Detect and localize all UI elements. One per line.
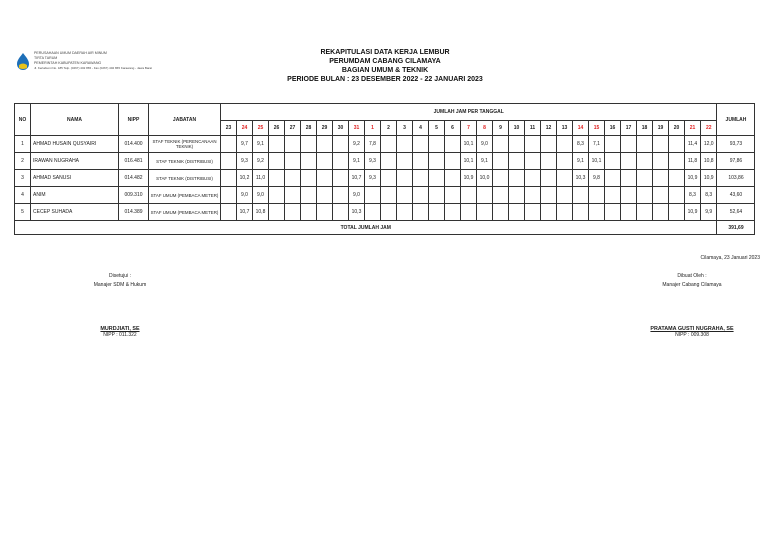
table-row <box>15 204 755 221</box>
title-line: PERIODE BULAN : 23 DESEMBER 2022 - 22 JANUARI 2023 <box>287 76 483 83</box>
cell-hours <box>557 153 573 170</box>
cell-hours <box>445 136 461 153</box>
cell-hours <box>573 187 589 204</box>
cell-jumlah: 52,64 <box>717 204 755 221</box>
cell-hours <box>669 170 685 187</box>
cell-hours <box>269 136 285 153</box>
cell-hours <box>621 153 637 170</box>
header-nama: NAMA <box>31 104 119 136</box>
cell-nama: AHMAD HUSAIN QUSYAIRI <box>31 136 119 153</box>
cell-hours <box>301 170 317 187</box>
cell-hours <box>333 136 349 153</box>
cell-hours: 10,8 <box>253 204 269 221</box>
date-header: 9 <box>493 121 509 136</box>
date-header: 28 <box>301 121 317 136</box>
date-header: 2 <box>381 121 397 136</box>
cell-hours <box>525 187 541 204</box>
cell-hours <box>221 136 237 153</box>
cell-hours: 11,0 <box>253 170 269 187</box>
cell-hours <box>493 170 509 187</box>
cell-hours <box>461 187 477 204</box>
date-header: 4 <box>413 121 429 136</box>
cell-nipp: 016.481 <box>119 153 149 170</box>
table-row <box>15 170 755 187</box>
cell-no: 2 <box>15 153 31 170</box>
cell-nipp: 014.389 <box>119 204 149 221</box>
date-header: 24 <box>237 121 253 136</box>
cell-hours <box>221 187 237 204</box>
date-header: 23 <box>221 121 237 136</box>
cell-hours <box>541 170 557 187</box>
cell-jabatan: STAF UMUM (PEMBACA METER) <box>149 204 221 221</box>
cell-hours <box>445 170 461 187</box>
cell-hours <box>637 170 653 187</box>
date-header: 18 <box>637 121 653 136</box>
maker-caption: Dibuat Oleh : <box>677 273 707 279</box>
cell-hours <box>301 204 317 221</box>
cell-hours <box>317 153 333 170</box>
cell-hours <box>285 187 301 204</box>
cell-hours: 7,8 <box>365 136 381 153</box>
cell-hours <box>397 187 413 204</box>
cell-hours <box>541 153 557 170</box>
cell-hours <box>605 187 621 204</box>
cell-jabatan: STAF TEKNIK (DISTRIBUSI) <box>149 170 221 187</box>
cell-hours <box>445 204 461 221</box>
cell-hours <box>621 187 637 204</box>
cell-hours <box>413 204 429 221</box>
org-line: Jl. Kertabumi No. 185 Telp. (0267) 402 865 - Fax (0267) 402 865 Karawang - Jawa Barat <box>34 66 153 70</box>
date-header: 10 <box>509 121 525 136</box>
date-header: 12 <box>541 121 557 136</box>
date-header: 16 <box>605 121 621 136</box>
cell-hours <box>541 204 557 221</box>
date-header: 7 <box>461 121 477 136</box>
cell-hours <box>621 170 637 187</box>
cell-hours: 9,0 <box>477 136 493 153</box>
cell-hours <box>413 170 429 187</box>
cell-hours: 9,1 <box>253 136 269 153</box>
date-place-text: Cilamaya, 23 Januari 2023 <box>700 255 760 261</box>
total-label: TOTAL JUMLAH JAM <box>15 221 717 235</box>
cell-hours <box>669 204 685 221</box>
approval-caption: Disetujui : <box>109 273 131 279</box>
cell-hours <box>397 170 413 187</box>
cell-hours <box>493 136 509 153</box>
cell-hours <box>429 170 445 187</box>
date-header: 8 <box>477 121 493 136</box>
cell-hours: 8,3 <box>573 136 589 153</box>
total-row <box>15 221 755 235</box>
cell-hours: 10,1 <box>461 153 477 170</box>
date-header: 20 <box>669 121 685 136</box>
cell-hours: 9,3 <box>237 153 253 170</box>
cell-hours <box>221 170 237 187</box>
org-line: PEMERINTAH KABUPATEN KARAWANG <box>34 61 102 65</box>
cell-hours <box>653 170 669 187</box>
overtime-table <box>14 103 755 235</box>
cell-hours: 10,9 <box>701 170 717 187</box>
cell-jumlah: 97,86 <box>717 153 755 170</box>
cell-hours <box>541 187 557 204</box>
cell-hours <box>637 187 653 204</box>
cell-hours <box>605 153 621 170</box>
cell-hours <box>621 204 637 221</box>
date-header: 15 <box>589 121 605 136</box>
cell-jumlah: 93,73 <box>717 136 755 153</box>
cell-hours <box>269 170 285 187</box>
cell-hours <box>653 187 669 204</box>
cell-hours <box>221 153 237 170</box>
cell-hours: 9,1 <box>477 153 493 170</box>
cell-hours <box>429 153 445 170</box>
cell-hours: 11,8 <box>685 153 701 170</box>
cell-hours <box>525 153 541 170</box>
cell-hours: 9,7 <box>237 136 253 153</box>
cell-hours <box>429 136 445 153</box>
date-header: 14 <box>573 121 589 136</box>
cell-hours <box>669 187 685 204</box>
cell-hours <box>589 187 605 204</box>
date-header: 22 <box>701 121 717 136</box>
cell-hours <box>381 153 397 170</box>
cell-nama: AHMAD SANUSI <box>31 170 119 187</box>
date-header: 30 <box>333 121 349 136</box>
cell-hours <box>333 204 349 221</box>
cell-hours <box>333 153 349 170</box>
cell-hours <box>509 136 525 153</box>
cell-hours <box>413 136 429 153</box>
header-no: NO <box>15 104 31 136</box>
company-logo <box>16 53 30 71</box>
cell-hours <box>621 136 637 153</box>
cell-hours: 9,0 <box>349 187 365 204</box>
header-jumlah: JUMLAH <box>717 104 755 136</box>
table-row <box>15 187 755 204</box>
cell-hours <box>269 187 285 204</box>
cell-hours: 10,8 <box>701 153 717 170</box>
cell-hours <box>333 170 349 187</box>
date-header: 29 <box>317 121 333 136</box>
date-header: 31 <box>349 121 365 136</box>
date-header: 26 <box>269 121 285 136</box>
cell-hours: 10,9 <box>685 170 701 187</box>
cell-hours <box>477 187 493 204</box>
cell-hours: 10,2 <box>237 170 253 187</box>
cell-hours: 9,8 <box>589 170 605 187</box>
cell-hours <box>525 136 541 153</box>
cell-nama: CECEP SUHADA <box>31 204 119 221</box>
cell-no: 5 <box>15 204 31 221</box>
cell-hours <box>429 187 445 204</box>
cell-jumlah: 103,86 <box>717 170 755 187</box>
cell-hours <box>413 153 429 170</box>
cell-hours: 10,3 <box>573 170 589 187</box>
cell-nama: ANIM <box>31 187 119 204</box>
cell-hours <box>605 136 621 153</box>
cell-hours <box>525 170 541 187</box>
maker-nipp: NIPP : 009.308 <box>675 332 709 338</box>
cell-hours <box>509 153 525 170</box>
cell-hours: 9,2 <box>349 136 365 153</box>
cell-hours <box>637 204 653 221</box>
cell-hours <box>317 170 333 187</box>
cell-hours: 10,9 <box>685 204 701 221</box>
title-line: BAGIAN UMUM & TEKNIK <box>341 67 429 74</box>
maker-role: Manajer Cabang Cilamaya <box>662 282 722 288</box>
cell-nama: IRAWAN NUGRAHA <box>31 153 119 170</box>
cell-hours: 10,7 <box>237 204 253 221</box>
cell-hours <box>397 204 413 221</box>
cell-hours <box>269 153 285 170</box>
date-header: 25 <box>253 121 269 136</box>
right-signature-block <box>630 273 754 338</box>
cell-hours <box>301 187 317 204</box>
cell-hours <box>365 187 381 204</box>
cell-hours <box>285 170 301 187</box>
cell-hours <box>557 136 573 153</box>
cell-hours: 12,0 <box>701 136 717 153</box>
date-header: 13 <box>557 121 573 136</box>
date-header: 3 <box>397 121 413 136</box>
cell-hours: 9,0 <box>237 187 253 204</box>
cell-hours <box>301 153 317 170</box>
maker-name: PRATAMA GUSTI NUGRAHA, SE <box>650 326 734 332</box>
cell-hours <box>317 204 333 221</box>
date-header: 27 <box>285 121 301 136</box>
cell-hours <box>477 204 493 221</box>
cell-no: 1 <box>15 136 31 153</box>
cell-hours <box>605 204 621 221</box>
cell-hours <box>317 187 333 204</box>
title-line: REKAPITULASI DATA KERJA LEMBUR <box>320 49 450 56</box>
cell-hours <box>317 136 333 153</box>
cell-hours <box>461 204 477 221</box>
cell-hours: 10,0 <box>477 170 493 187</box>
date-header: 11 <box>525 121 541 136</box>
cell-hours <box>541 136 557 153</box>
cell-no: 3 <box>15 170 31 187</box>
cell-hours: 8,3 <box>685 187 701 204</box>
cell-hours: 9,1 <box>349 153 365 170</box>
cell-hours <box>493 204 509 221</box>
cell-hours: 10,7 <box>349 170 365 187</box>
cell-no: 4 <box>15 187 31 204</box>
date-header: 21 <box>685 121 701 136</box>
cell-hours: 9,1 <box>573 153 589 170</box>
cell-hours <box>637 136 653 153</box>
cell-hours <box>413 187 429 204</box>
date-header: 5 <box>429 121 445 136</box>
cell-hours <box>221 204 237 221</box>
date-header: 17 <box>621 121 637 136</box>
total-value: 391,69 <box>717 221 755 235</box>
cell-hours <box>381 187 397 204</box>
date-header: 6 <box>445 121 461 136</box>
org-line: TIRTA TARUM <box>34 56 58 60</box>
cell-nipp: 014.400 <box>119 136 149 153</box>
cell-hours <box>653 153 669 170</box>
cell-hours <box>669 136 685 153</box>
title-line: PERUMDAM CABANG CILAMAYA <box>329 58 441 65</box>
cell-jabatan: STAF UMUM (PEMBACA METER) <box>149 187 221 204</box>
organization-header <box>34 51 152 71</box>
cell-jabatan: STAF TEKNIK (DISTRIBUSI) <box>149 153 221 170</box>
cell-hours <box>445 153 461 170</box>
cell-hours <box>493 187 509 204</box>
date-header: 1 <box>365 121 381 136</box>
cell-hours: 9,2 <box>253 153 269 170</box>
cell-hours <box>269 204 285 221</box>
table-row <box>15 153 755 170</box>
cell-hours <box>573 204 589 221</box>
approver-nipp: NIPP : 011.322 <box>103 332 137 338</box>
org-line: PERUSAHAAN UMUM DAERAH AIR MINUM <box>34 51 107 55</box>
cell-hours <box>525 204 541 221</box>
cell-hours: 10,1 <box>589 153 605 170</box>
cell-hours <box>669 153 685 170</box>
cell-hours: 11,4 <box>685 136 701 153</box>
cell-nipp: 014.482 <box>119 170 149 187</box>
cell-hours <box>557 204 573 221</box>
cell-hours <box>509 187 525 204</box>
approver-name: MURDJIATI, SE <box>100 326 140 332</box>
cell-jumlah: 43,60 <box>717 187 755 204</box>
cell-hours: 8,3 <box>701 187 717 204</box>
cell-hours <box>589 204 605 221</box>
cell-hours <box>285 136 301 153</box>
cell-jabatan: STAF TEKNIK (PERENCANAAN TEKNIK) <box>149 136 221 153</box>
cell-hours <box>397 136 413 153</box>
cell-hours <box>333 187 349 204</box>
cell-hours <box>381 136 397 153</box>
date-header: 19 <box>653 121 669 136</box>
cell-nipp: 009.310 <box>119 187 149 204</box>
cell-hours <box>557 170 573 187</box>
cell-hours <box>301 136 317 153</box>
cell-hours <box>509 170 525 187</box>
table-row <box>15 136 755 153</box>
cell-hours: 7,1 <box>589 136 605 153</box>
cell-hours <box>445 187 461 204</box>
cell-hours <box>429 204 445 221</box>
approval-role: Manajer SDM & Hukum <box>93 282 147 288</box>
header-hours-group: JUMLAH JAM PER TANGGAL <box>221 104 717 121</box>
cell-hours <box>397 153 413 170</box>
cell-hours <box>653 204 669 221</box>
cell-hours: 9,3 <box>365 153 381 170</box>
cell-hours: 10,1 <box>461 136 477 153</box>
signature-date <box>620 255 760 261</box>
document-title <box>250 48 520 84</box>
header-jabatan: JABATAN <box>149 104 221 136</box>
cell-hours: 10,3 <box>349 204 365 221</box>
cell-hours: 9,0 <box>253 187 269 204</box>
cell-hours <box>493 153 509 170</box>
cell-hours: 9,3 <box>365 170 381 187</box>
cell-hours <box>605 170 621 187</box>
cell-hours: 10,9 <box>461 170 477 187</box>
cell-hours <box>509 204 525 221</box>
cell-hours <box>285 153 301 170</box>
header-nipp: NIPP <box>119 104 149 136</box>
cell-hours <box>637 153 653 170</box>
cell-hours <box>285 204 301 221</box>
cell-hours <box>653 136 669 153</box>
left-signature-block <box>60 273 180 338</box>
cell-hours <box>381 204 397 221</box>
cell-hours <box>365 204 381 221</box>
cell-hours <box>557 187 573 204</box>
cell-hours <box>381 170 397 187</box>
cell-hours: 9,9 <box>701 204 717 221</box>
